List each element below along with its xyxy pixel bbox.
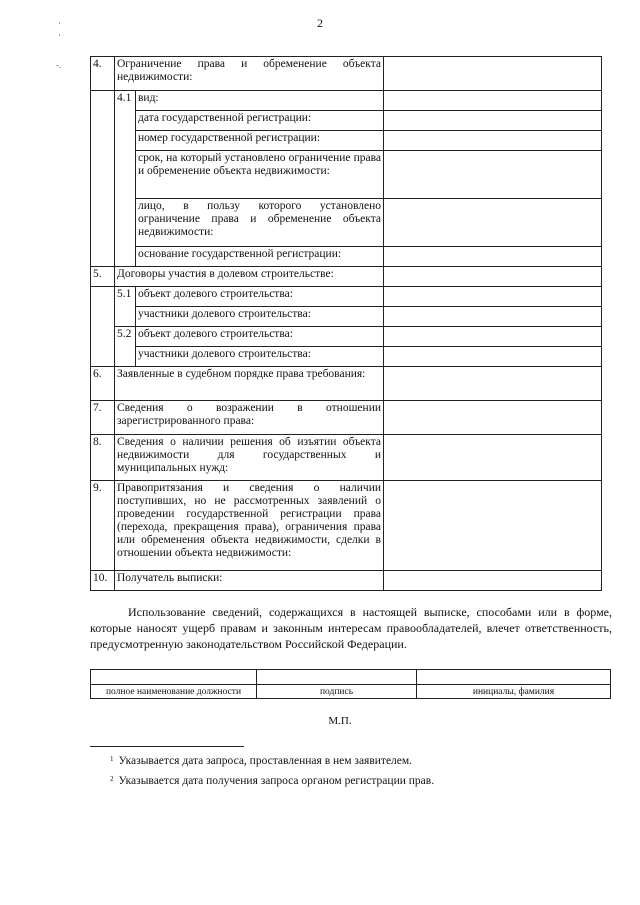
value-cell bbox=[384, 111, 602, 131]
section-label: Получатель выписки: bbox=[115, 571, 384, 591]
value-cell bbox=[384, 151, 602, 199]
section-number: 10. bbox=[91, 571, 115, 591]
section-label: Сведения о возражении в отношении зарегистрированного права: bbox=[115, 401, 384, 435]
value-cell bbox=[384, 347, 602, 367]
scan-mark: · bbox=[58, 18, 61, 28]
section-label: Договоры участия в долевом строительстве: bbox=[115, 267, 384, 287]
value-cell bbox=[384, 199, 602, 247]
field-label: срок, на который установлено ограничение права и обременение объекта недвижимости: bbox=[136, 151, 384, 199]
subsection-number: 4.1 bbox=[115, 91, 136, 267]
signature-block bbox=[90, 669, 611, 699]
value-cell bbox=[384, 307, 602, 327]
value-cell bbox=[384, 267, 602, 287]
field-label: номер государственной регистрации: bbox=[136, 131, 384, 151]
value-cell bbox=[384, 367, 602, 401]
signature-field bbox=[257, 670, 417, 685]
field-label: дата государственной регистрации: bbox=[136, 111, 384, 131]
section-label: Сведения о наличии решения об изъятии объекта недвижимости для государственных и муниципальных нужд: bbox=[115, 435, 384, 481]
section-number: 8. bbox=[91, 435, 115, 481]
position-field bbox=[91, 670, 257, 685]
section-number: 7. bbox=[91, 401, 115, 435]
section-label: Правопритязания и сведения о наличии поступивших, но не рассмотренных заявлений о проведении государственной регистрации права (перехода, прекращения права), ограничения права или обременения объекта недвижимости, сделки в отношении объекта недвижимости: bbox=[115, 481, 384, 571]
usage-warning: Использование сведений, содержащихся в настоящей выписке, способами или в форме, которые наносят ущерб правам и законным интересам правообладателей, влечет ответственность, предусмотренную законодательством Российской Федерации. bbox=[90, 605, 612, 651]
subsection-number: 5.2 bbox=[115, 327, 136, 367]
section-number: 6. bbox=[91, 367, 115, 401]
value-cell bbox=[384, 91, 602, 111]
field-label: вид: bbox=[136, 91, 384, 111]
value-cell bbox=[384, 481, 602, 571]
value-cell bbox=[384, 571, 602, 591]
section-number: 4. bbox=[91, 57, 115, 91]
section-number: 9. bbox=[91, 481, 115, 571]
footnote-text: Указывается дата запроса, проставленная в нем заявителем. bbox=[118, 755, 413, 767]
stamp-place: М.П. bbox=[328, 715, 352, 727]
value-cell bbox=[384, 327, 602, 347]
field-label: основание государственной регистрации: bbox=[136, 247, 384, 267]
field-label: объект долевого строительства: bbox=[136, 287, 384, 307]
value-cell bbox=[384, 131, 602, 151]
signature-caption: подпись bbox=[257, 685, 417, 699]
footnote-mark: 1 bbox=[110, 755, 114, 763]
value-cell bbox=[384, 287, 602, 307]
position-caption: полное наименование должности bbox=[91, 685, 257, 699]
name-field bbox=[417, 670, 611, 685]
scan-mark: -. bbox=[56, 60, 62, 70]
page-number: 2 bbox=[317, 16, 323, 30]
footnote-1 bbox=[110, 755, 412, 767]
value-cell bbox=[384, 435, 602, 481]
scan-mark: · bbox=[58, 30, 61, 40]
field-label: объект долевого строительства: bbox=[136, 327, 384, 347]
field-label: участники долевого строительства: bbox=[136, 347, 384, 367]
section-number-cell bbox=[91, 91, 115, 267]
value-cell bbox=[384, 401, 602, 435]
footnote-divider bbox=[90, 746, 244, 747]
footnote-text: Указывается дата получения запроса органом регистрации прав. bbox=[118, 775, 435, 787]
extract-table bbox=[90, 56, 602, 591]
name-caption: инициалы, фамилия bbox=[417, 685, 611, 699]
section-label: Заявленные в судебном порядке права требования: bbox=[115, 367, 384, 401]
value-cell bbox=[384, 57, 602, 91]
footnote-mark: 2 bbox=[110, 775, 114, 783]
section-number: 5. bbox=[91, 267, 115, 287]
section-number-cell bbox=[91, 287, 115, 367]
field-label: участники долевого строительства: bbox=[136, 307, 384, 327]
field-label: лицо, в пользу которого установлено ограничение права и обременение объекта недвижимости: bbox=[136, 199, 384, 247]
subsection-number: 5.1 bbox=[115, 287, 136, 327]
value-cell bbox=[384, 247, 602, 267]
section-label: Ограничение права и обременение объекта недвижимости: bbox=[115, 57, 384, 91]
footnote-2 bbox=[110, 775, 434, 787]
